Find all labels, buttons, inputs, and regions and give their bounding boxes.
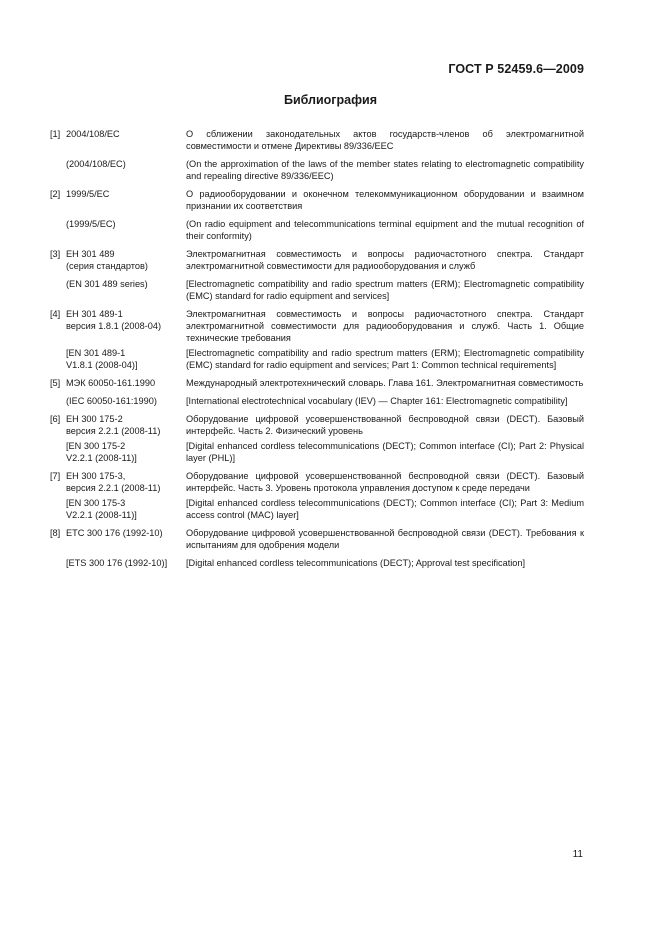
entry-description: [International electrotechnical vocabulary (IEV) — Chapter 161: Electromagnetic compatibility] <box>186 396 568 406</box>
entry-number <box>50 395 66 407</box>
entry-reference: ETC 300 176 (1992-10) <box>66 528 163 538</box>
entry-description: Электромагнитная совместимость и вопросы радиочастотного спектра. Стандарт электромагнитной совместимости для радиооборудования и служб <box>186 249 584 271</box>
entry-number: [7] <box>50 471 61 481</box>
entry-reference: [EN 301 489-1 V1.8.1 (2008-04)] <box>66 348 138 370</box>
entry-number <box>50 347 66 371</box>
entry-description: О радиооборудовании и оконечном телекоммуникационном оборудовании и взаимном признании их соответствия <box>186 189 584 211</box>
entry-number <box>50 158 66 182</box>
entry-number: [8] <box>50 528 61 538</box>
page-number: 11 <box>572 849 583 860</box>
standard-identifier: ГОСТ Р 52459.6—2009 <box>448 62 584 76</box>
entry-description: Оборудование цифровой усовершенствованной беспроводной связи (DECT). Базовый интерфейс. Часть 2. Физический уровень <box>186 414 584 436</box>
bibliography-entry-8-original <box>50 557 584 569</box>
entry-reference: ЕН 300 175-2 версия 2.2.1 (2008-11) <box>66 414 161 436</box>
entry-number: [1] <box>50 129 61 139</box>
entry-number <box>50 497 66 521</box>
entry-description: [Electromagnetic compatibility and radio spectrum matters (ERM); Electromagnetic compatibility (EMC) standard for radio equipment and services] <box>186 279 584 301</box>
bibliography-entry-4-original <box>50 347 584 371</box>
entry-reference: ЕН 301 489 (серия стандартов) <box>66 249 148 271</box>
bibliography-entry-3-original <box>50 278 584 302</box>
entry-reference: (1999/5/EC) <box>66 219 116 229</box>
entry-reference: [EN 300 175-2 V2.2.1 (2008-11)] <box>66 441 137 463</box>
entry-number: [6] <box>50 414 61 424</box>
entry-reference: 1999/5/EC <box>66 189 110 199</box>
entry-reference: (IEC 60050-161:1990) <box>66 396 157 406</box>
bibliography-entry-7-original <box>50 497 584 521</box>
entry-reference: ЕН 301 489-1 версия 1.8.1 (2008-04) <box>66 309 162 331</box>
page-title: Библиография <box>283 93 378 107</box>
entry-description: Международный электротехнический словарь. Глава 161. Электромагнитная совместимость <box>186 378 584 388</box>
entry-reference: [ETS 300 176 (1992-10)] <box>66 558 168 568</box>
entry-reference: 2004/108/EC <box>66 129 120 139</box>
entry-number: [5] <box>50 378 61 388</box>
entry-number: [3] <box>50 249 61 259</box>
entry-description: [Digital enhanced cordless telecommunications (DECT); Approval test specification] <box>186 558 526 568</box>
entry-description: Оборудование цифровой усовершенствованной беспроводной связи (DECT). Требования к испытаниям для одобрения модели <box>186 528 584 550</box>
entry-description: (On radio equipment and telecommunications terminal equipment and the mutual recognition of their conformity) <box>186 219 584 241</box>
entry-reference: ЕН 300 175-3, версия 2.2.1 (2008-11) <box>66 471 161 493</box>
entry-number <box>50 440 66 464</box>
bibliography-entry-6 <box>50 413 584 437</box>
bibliography-entry-1-original <box>50 158 584 182</box>
bibliography-list <box>50 128 584 575</box>
bibliography-entry-1 <box>50 128 584 152</box>
entry-description: [Digital enhanced cordless telecommunications (DECT); Common interface (CI); Part 2: Physical layer (PHL)] <box>186 441 584 463</box>
entry-number: [2] <box>50 189 61 199</box>
entry-number: [4] <box>50 309 61 319</box>
bibliography-entry-6-original <box>50 440 584 464</box>
entry-description: (On the approximation of the laws of the member states relating to electromagnetic compatibility and repealing directive 89/336/EEC) <box>186 159 584 181</box>
entry-description: Оборудование цифровой усовершенствованной беспроводной связи (DECT). Базовый интерфейс. Часть 3. Уровень протокола управления доступом к среде передачи <box>186 471 584 493</box>
entry-reference: (EN 301 489 series) <box>66 279 148 289</box>
bibliography-entry-2-original <box>50 218 584 242</box>
entry-reference: (2004/108/EC) <box>66 159 126 169</box>
bibliography-entry-4 <box>50 308 584 344</box>
entry-description: [Electromagnetic compatibility and radio spectrum matters (ERM); Electromagnetic compatibility (EMC) standard for radio equipment and services; Part 1: Common technical requirements] <box>186 348 584 370</box>
entry-number <box>50 278 66 302</box>
bibliography-entry-5 <box>50 377 584 389</box>
entry-reference: [EN 300 175-3 V2.2.1 (2008-11)] <box>66 498 137 520</box>
entry-description: Электромагнитная совместимость и вопросы радиочастотного спектра. Стандарт электромагнитной совместимости для радиооборудования и служб. Часть 1. Общие технические требования <box>186 309 584 343</box>
entry-number <box>50 218 66 242</box>
bibliography-entry-2 <box>50 188 584 212</box>
bibliography-entry-3 <box>50 248 584 272</box>
bibliography-entry-7 <box>50 470 584 494</box>
entry-description: [Digital enhanced cordless telecommunications (DECT); Common interface (CI); Part 3: Medium access control (MAC) layer] <box>186 498 584 520</box>
entry-description: О сближении законодательных актов государств-членов об электромагнитной совместимости и отмене Директивы 89/336/ЕЕС <box>186 129 584 151</box>
entry-number <box>50 557 66 569</box>
bibliography-entry-8 <box>50 527 584 551</box>
entry-reference: МЭК 60050-161.1990 <box>66 378 156 388</box>
bibliography-entry-5-original <box>50 395 584 407</box>
